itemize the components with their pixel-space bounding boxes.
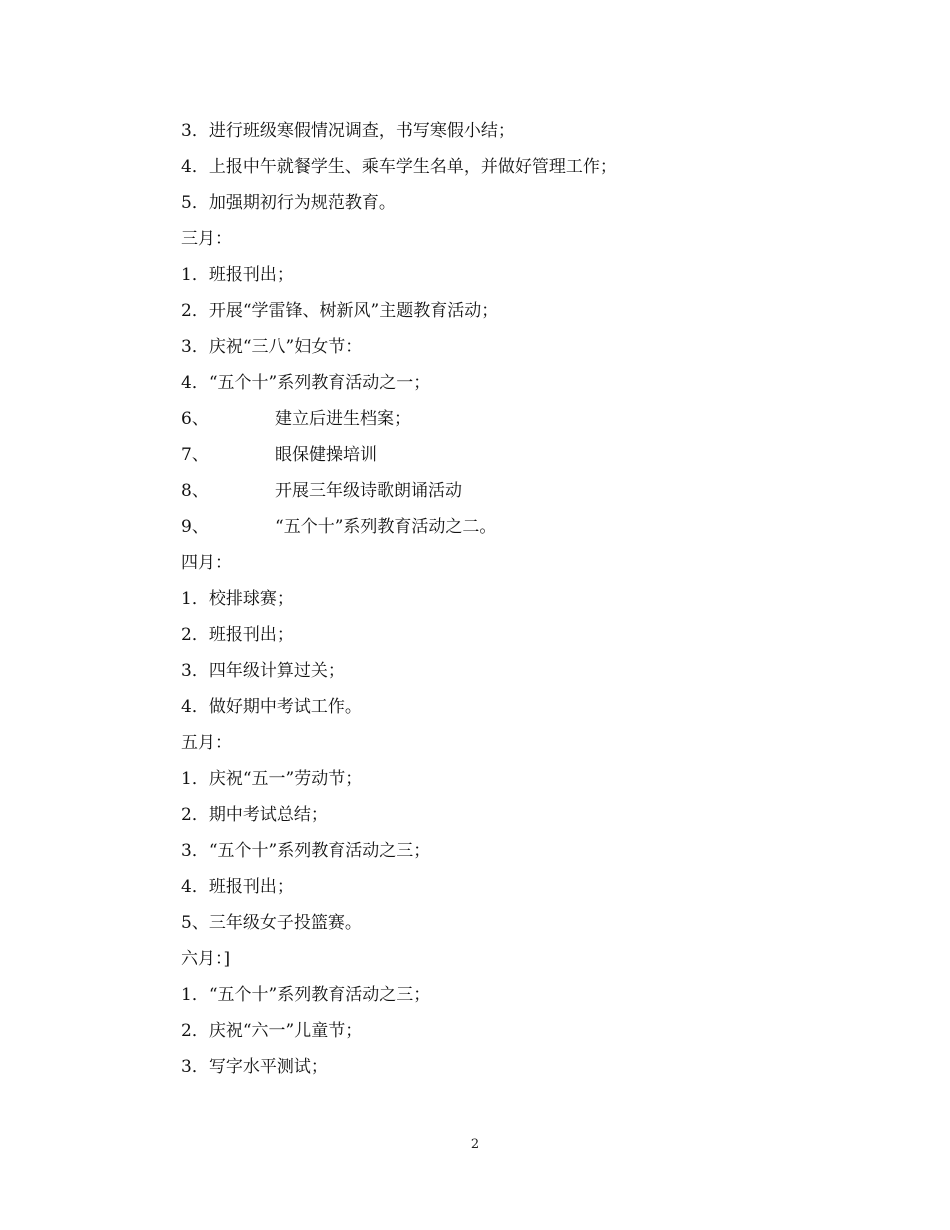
item-number: 1．	[181, 265, 209, 285]
list-item	[181, 334, 821, 370]
page-number: 2	[470, 1137, 480, 1152]
item-number: 3．	[181, 661, 209, 681]
list-item	[181, 442, 821, 478]
list-item	[181, 262, 821, 298]
item-text: 四年级计算过关；	[208, 661, 345, 681]
item-text: “五个十”系列教育活动之二。	[275, 517, 497, 537]
heading-text: 四月：	[181, 553, 232, 573]
item-number: 2．	[181, 625, 209, 645]
heading-text: 六月：]	[181, 949, 231, 969]
list-item	[181, 154, 821, 190]
item-number: 4．	[181, 373, 209, 393]
list-item	[181, 694, 821, 730]
item-number: 3．	[181, 337, 209, 357]
item-text: “五个十”系列教育活动之三；	[208, 841, 431, 861]
list-item	[181, 298, 821, 334]
item-number: 1．	[181, 589, 209, 609]
list-item	[181, 910, 821, 946]
item-text: 期中考试总结；	[208, 805, 328, 825]
item-text: 庆祝“五一”劳动节；	[208, 769, 363, 789]
item-number: 5．	[181, 193, 209, 213]
item-text: 校排球赛；	[208, 589, 294, 609]
list-item	[181, 802, 821, 838]
item-number: 4．	[181, 157, 209, 177]
list-item	[181, 586, 821, 622]
item-number: 3．	[181, 121, 209, 141]
item-text: 进行班级寒假情况调查，书写寒假小结；	[208, 121, 515, 141]
item-number: 1．	[181, 769, 209, 789]
item-text: 班报刊出；	[208, 265, 294, 285]
item-text: 建立后进生档案；	[275, 409, 411, 429]
list-item	[181, 514, 821, 550]
list-item	[181, 982, 821, 1018]
item-text: 写字水平测试；	[208, 1057, 328, 1077]
item-text: 上报中午就餐学生、乘车学生名单，并做好管理工作；	[208, 157, 617, 177]
item-number: 3．	[181, 1057, 209, 1077]
item-number: 7、	[181, 445, 209, 465]
item-number: 8、	[181, 481, 209, 501]
list-item	[181, 874, 821, 910]
item-text: 庆祝“六一”儿童节；	[208, 1021, 363, 1041]
item-number: 3．	[181, 841, 209, 861]
item-number: 9、	[181, 517, 209, 537]
heading-text: 三月：	[181, 229, 232, 249]
list-item	[181, 1054, 821, 1090]
item-text: “五个十”系列教育活动之三；	[208, 985, 431, 1005]
item-number: 2．	[181, 301, 209, 321]
list-item	[181, 370, 821, 406]
list-item	[181, 478, 821, 514]
item-number: 5、	[181, 913, 209, 933]
item-number: 2．	[181, 805, 209, 825]
list-item	[181, 190, 821, 226]
item-text: 加强期初行为规范教育。	[208, 193, 396, 213]
list-item	[181, 406, 821, 442]
item-number: 1．	[181, 985, 209, 1005]
plan-list	[181, 118, 821, 1090]
month-heading-june	[181, 946, 821, 982]
list-item	[181, 1018, 821, 1054]
item-text: 班报刊出；	[208, 625, 294, 645]
item-text: 开展三年级诗歌朗诵活动	[275, 481, 462, 501]
list-item	[181, 766, 821, 802]
item-text: 班报刊出；	[208, 877, 294, 897]
item-number: 4．	[181, 697, 209, 717]
item-number: 2．	[181, 1021, 209, 1041]
item-text: 庆祝“三八”妇女节：	[208, 337, 363, 357]
month-heading-april	[181, 550, 821, 586]
item-number: 4．	[181, 877, 209, 897]
month-heading-march	[181, 226, 821, 262]
list-item	[181, 658, 821, 694]
item-number: 6、	[181, 409, 209, 429]
item-text: 眼保健操培训	[275, 445, 377, 465]
list-item	[181, 838, 821, 874]
list-item	[181, 118, 821, 154]
list-item	[181, 622, 821, 658]
item-text: 开展“学雷锋、树新风”主题教育活动；	[208, 301, 499, 321]
heading-text: 五月：	[181, 733, 232, 753]
item-text: 三年级女子投篮赛。	[208, 913, 362, 933]
month-heading-may	[181, 730, 821, 766]
item-text: “五个十”系列教育活动之一；	[208, 373, 431, 393]
item-text: 做好期中考试工作。	[208, 697, 362, 717]
